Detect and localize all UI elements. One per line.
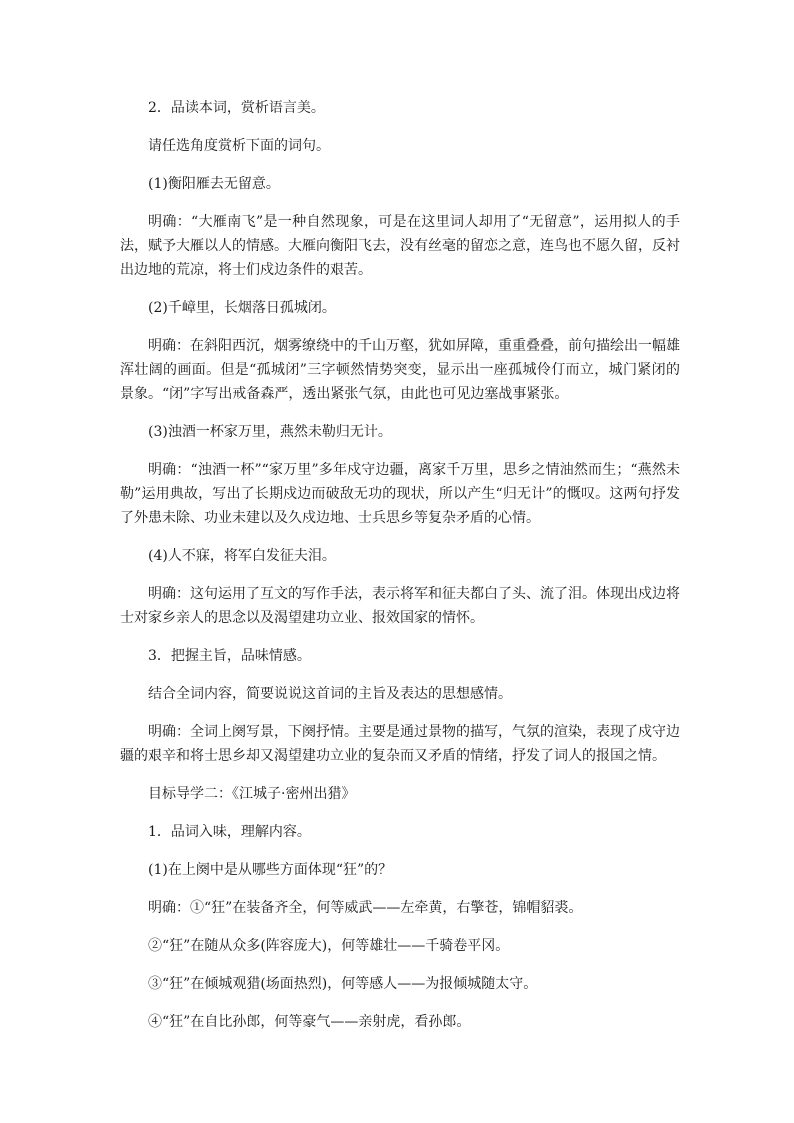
section-heading-1b: 1．品词入味，理解内容。 xyxy=(148,824,311,840)
goal-heading-2: 目标导学二：《江城子·密州出猎》 xyxy=(148,786,356,802)
section-heading-3: 3．把握主旨，品味情感。 xyxy=(148,648,311,664)
answer-kuang-4: ④“狂”在自比孙郎，何等豪气——亲射虎，看孙郎。 xyxy=(148,1014,471,1030)
answer-2: 明确：在斜阳西沉，烟雾缭绕中的千山万壑，犹如屏障，重重叠叠，前句描绘出一幅雄浑壮阔的画面。但是“孤城闭”三字顿然情势突变，显示出一座孤城伶仃而立，城门紧闭的景象。“闭”字写出戒备森严，透出紧张气氛，由此也可见边塞战事紧张。 xyxy=(120,338,680,402)
question-kuang: (1)在上阕中是从哪些方面体现“狂”的？ xyxy=(148,862,393,878)
question-2: (2)千嶂里，长烟落日孤城闭。 xyxy=(148,300,336,316)
theme-answer: 明确：全词上阕写景，下阕抒情。主要是通过景物的描写，气氛的渲染，表现了戍守边疆的艰辛和将士思乡却又渴望建功立业的复杂而又矛盾的情绪，抒发了词人的报国之情。 xyxy=(120,724,680,764)
answer-4: 明确：这句运用了互文的写作手法，表示将军和征夫都白了头、流了泪。体现出戍边将士对家乡亲人的思念以及渴望建功立业、报效国家的情怀。 xyxy=(120,586,680,626)
answer-kuang-2: ②“狂”在随从众多(阵容庞大)，何等雄壮——千骑卷平冈。 xyxy=(148,938,510,954)
answer-3: 明确：“浊酒一杯”“家万里”多年戍守边疆，离家千万里，思乡之情油然而生；“燕然未勒”运用典故，写出了长期戍边而破敌无功的现状，所以产生“归无计”的慨叹。这两句抒发了外患未除、功业未建以及久戍边地、士兵思乡等复杂矛盾的心情。 xyxy=(120,462,680,526)
answer-1: 明确：“大雁南飞”是一种自然现象，可是在这里词人却用了“无留意”，运用拟人的手法，赋予大雁以人的情感。大雁向衡阳飞去，没有丝毫的留恋之意，连鸟也不愿久留，反衬出边地的荒凉，将士们戍边条件的艰苦。 xyxy=(120,214,680,278)
theme-question: 结合全词内容，简要说说这首词的主旨及表达的思想感情。 xyxy=(148,686,512,702)
answer-kuang-1: 明确：①“狂”在装备齐全，何等威武——左牵黄，右擎苍，锦帽貂裘。 xyxy=(148,900,583,916)
question-3: (3)浊酒一杯家万里，燕然未勒归无计。 xyxy=(148,424,392,440)
answer-kuang-3: ③“狂”在倾城观猎(场面热烈)，何等感人——为报倾城随太守。 xyxy=(148,976,538,992)
document-body xyxy=(120,96,680,1048)
task-instruction: 请任选角度赏析下面的词句。 xyxy=(148,138,330,154)
question-4: (4)人不寐，将军白发征夫泪。 xyxy=(148,548,336,564)
section-heading-2: 2．品读本词，赏析语言美。 xyxy=(148,100,325,116)
question-1: (1)衡阳雁去无留意。 xyxy=(148,176,280,192)
